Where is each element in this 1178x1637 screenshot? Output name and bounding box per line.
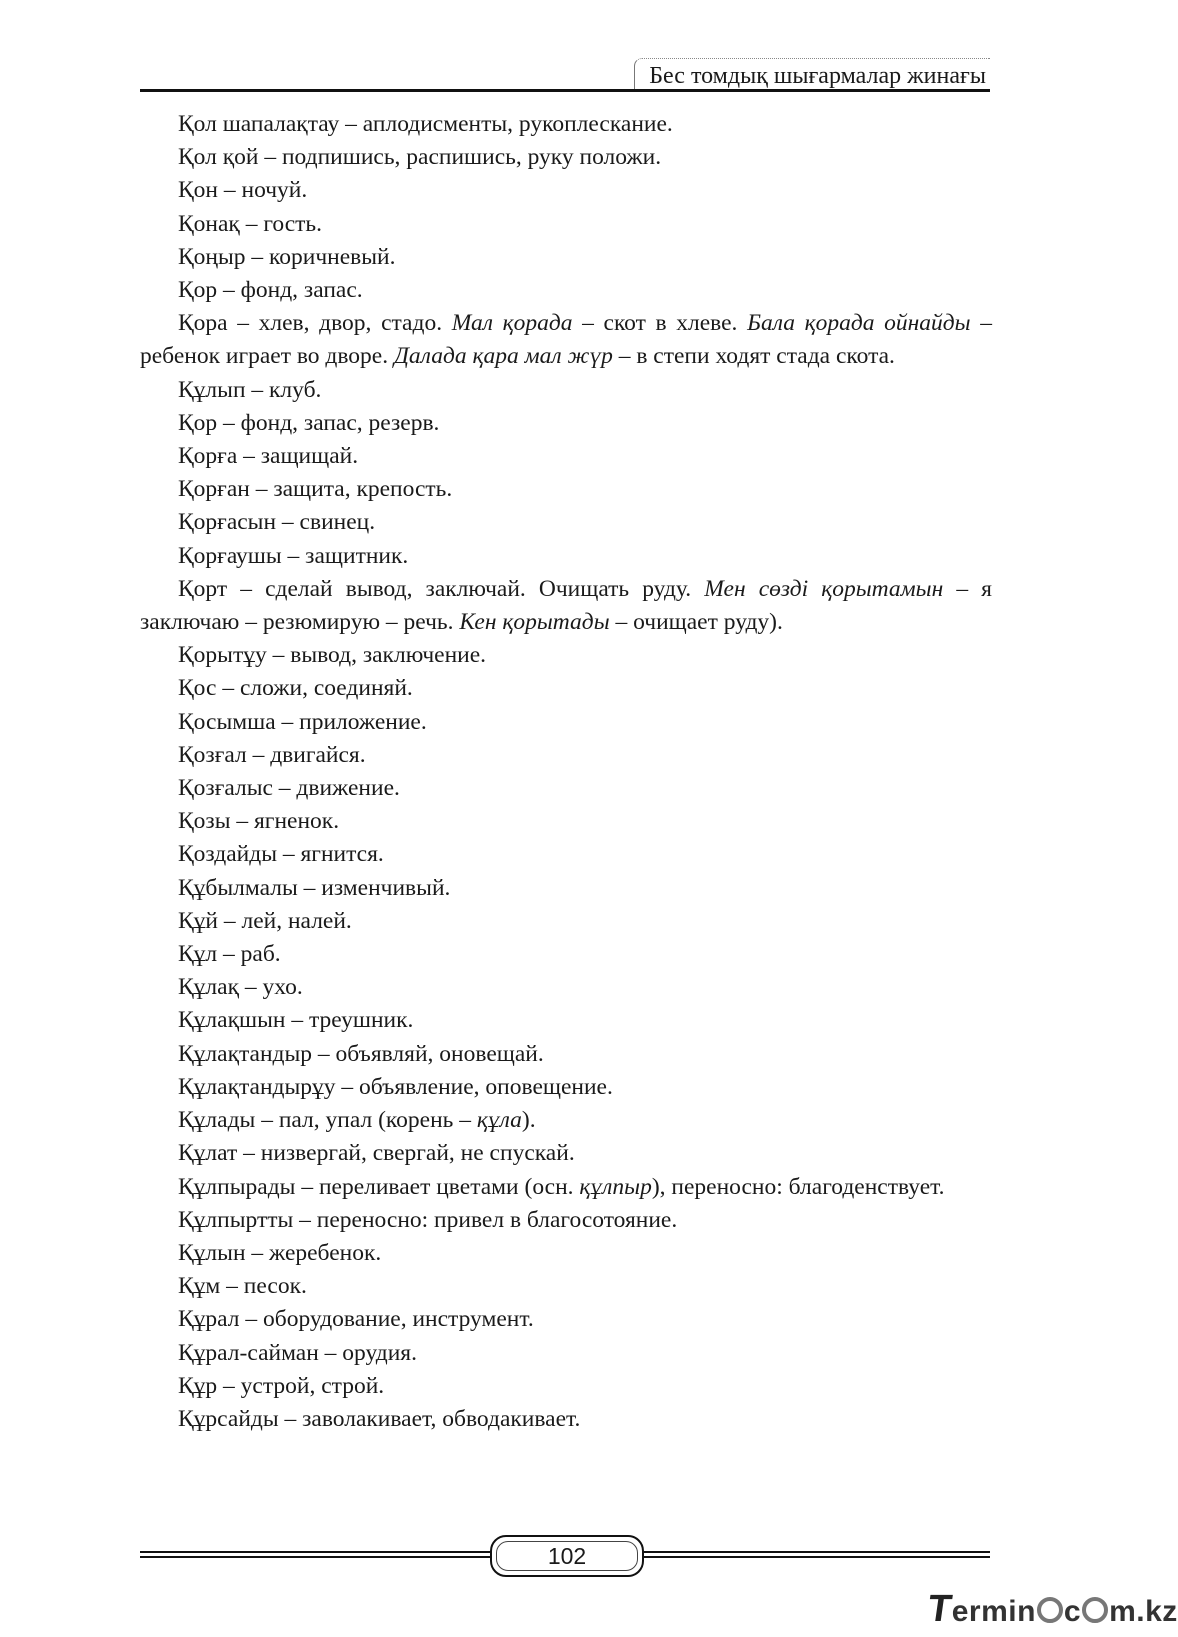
entry-text: Қор – фонд, запас, резерв. <box>178 409 440 436</box>
entry-text: Құбылмалы – изменчивый. <box>178 874 451 901</box>
dictionary-entry <box>140 772 992 805</box>
dictionary-entry <box>140 573 992 639</box>
dictionary-entry <box>140 241 992 274</box>
dictionary-entry <box>140 307 992 373</box>
entry-text: Қорға – защищай. <box>178 443 359 470</box>
entry-text: Құлақшын – треушник. <box>178 1007 414 1034</box>
dictionary-entry <box>140 1204 992 1237</box>
entry-text: – очищает руду). <box>609 609 783 636</box>
entry-text: Құлады – пал, упал (корень – <box>178 1107 477 1134</box>
entry-text: Қос – сложи, соединяй. <box>178 675 413 702</box>
entry-text: Қосымша – приложение. <box>178 708 427 735</box>
entry-text: Қор – фонд, запас. <box>178 277 363 304</box>
entry-text: Қозы – ягненок. <box>178 808 340 835</box>
dictionary-entry <box>140 905 992 938</box>
entry-text: Құрсайды – заволакивает, обводакивает. <box>178 1405 581 1432</box>
dictionary-entry <box>140 672 992 705</box>
entry-text: Құлын – жеребенок. <box>178 1239 382 1266</box>
entry-text: Құл – раб. <box>178 941 281 968</box>
example-phrase: Кен қорытады <box>459 609 610 636</box>
example-phrase: құла <box>476 1107 522 1134</box>
dictionary-entry <box>140 938 992 971</box>
entry-text: Құлып – клуб. <box>178 376 322 403</box>
dictionary-entry <box>140 805 992 838</box>
dictionary-entry <box>140 1038 992 1071</box>
entry-text: ). <box>521 1107 536 1134</box>
dictionary-entry <box>140 407 992 440</box>
dictionary-entry <box>140 1337 992 1370</box>
dictionary-entry <box>140 1104 992 1137</box>
dictionary-entry <box>140 639 992 672</box>
example-phrase: Мал қорада <box>451 310 573 337</box>
running-header <box>140 52 990 90</box>
page-number-box <box>490 1535 644 1577</box>
dictionary-entry <box>140 174 992 207</box>
entry-text: Қозғалыс – движение. <box>178 775 400 802</box>
dictionary-entry <box>140 440 992 473</box>
entry-text: – в степи ходят стада скота. <box>612 343 895 370</box>
entry-text: Құр – устрой, строй. <box>178 1372 385 1399</box>
entry-text: Құлақ – ухо. <box>178 974 303 1001</box>
dictionary-entry <box>140 506 992 539</box>
dictionary-entry <box>140 1370 992 1403</box>
dictionary-entries <box>140 108 992 1436</box>
entry-text: Құлпыртты – переносно: привел в благосотояние. <box>178 1206 678 1233</box>
entry-text: Құлпырады – переливает цветами (осн. <box>178 1173 580 1200</box>
entry-text: Қол шапалақтау – аплодисменты, рукоплескание. <box>178 111 673 137</box>
dictionary-entry <box>140 108 992 141</box>
entry-text: Қон – ночуй. <box>178 177 308 204</box>
example-phrase: Бала қорада ойнайды <box>747 310 971 337</box>
entry-text: – ребенок играет во дворе. <box>140 310 993 370</box>
entry-text: – я заключаю – резюмирую – речь. <box>140 575 992 636</box>
watermark-t-mark: T <box>925 1588 955 1630</box>
magnifier-icon <box>1037 1597 1063 1623</box>
example-phrase: Мен сөзді қорытамын <box>704 575 944 602</box>
entry-text: Құм – песок. <box>178 1273 307 1300</box>
dictionary-entry <box>140 872 992 905</box>
entry-text: Қорғаушы – защитник. <box>178 542 409 569</box>
entry-text: Құрал – оборудование, инструмент. <box>178 1306 534 1333</box>
entry-text: Құлақтандырұу – объявление, оповещение. <box>178 1073 613 1100</box>
dictionary-entry <box>140 971 992 1004</box>
entry-text: Қозғал – двигайся. <box>178 741 366 768</box>
dictionary-entry <box>140 1171 992 1204</box>
entry-text: Құлақтандыр – объявляй, оновещай. <box>178 1040 544 1067</box>
example-phrase: Далада қара мал жүр <box>393 343 613 370</box>
dictionary-entry <box>140 540 992 573</box>
entry-text: ), переносно: благоденствует. <box>651 1173 945 1200</box>
footer-rule-right <box>632 1551 990 1558</box>
entry-text: Құлат – низвергай, свергай, не спускай. <box>178 1140 575 1167</box>
entry-text: – скот в хлеве. <box>572 310 748 337</box>
dictionary-entry <box>140 374 992 407</box>
entry-text: Қорытұу – вывод, заключение. <box>178 642 487 669</box>
watermark-logo: Termin c m.kz <box>925 1588 1178 1630</box>
dictionary-entry <box>140 838 992 871</box>
dictionary-entry <box>140 1237 992 1270</box>
dictionary-entry <box>140 473 992 506</box>
dictionary-entry <box>140 1403 992 1436</box>
entry-text: Қол қой – подпишись, распишись, руку положи. <box>178 144 662 171</box>
magnifier-icon <box>1082 1597 1108 1623</box>
dictionary-entry <box>140 739 992 772</box>
dictionary-entry <box>140 706 992 739</box>
entry-text: Қонақ – гость. <box>178 210 323 237</box>
dictionary-entry <box>140 1270 992 1303</box>
entry-text: Қорған – защита, крепость. <box>178 476 453 503</box>
dictionary-entry <box>140 1137 992 1170</box>
dictionary-entry <box>140 1071 992 1104</box>
book-title: Бес томдық шығармалар жинағы <box>649 63 986 89</box>
dictionary-entry <box>140 1303 992 1336</box>
page-footer <box>140 1533 990 1577</box>
entry-text: Қорт – сделай вывод, заключай. Очищать руду. <box>178 575 705 602</box>
header-rule <box>140 89 990 92</box>
entry-text: Қоңыр – коричневый. <box>178 243 396 270</box>
entry-text: Қора – хлев, двор, стадо. <box>178 310 452 337</box>
dictionary-entry <box>140 141 992 174</box>
entry-text: Құрал-сайман – орудия. <box>178 1339 417 1366</box>
example-phrase: құлпыр <box>579 1173 652 1200</box>
footer-rule-left <box>140 1551 498 1558</box>
entry-text: Құй – лей, налей. <box>178 907 352 934</box>
running-header-tab <box>634 58 990 91</box>
dictionary-entry <box>140 274 992 307</box>
dictionary-entry <box>140 208 992 241</box>
page-number: 102 <box>547 1543 587 1569</box>
dictionary-entry <box>140 1004 992 1037</box>
entry-text: Қоздайды – ягнится. <box>178 841 384 868</box>
entry-text: Қорғасын – свинец. <box>178 509 376 536</box>
